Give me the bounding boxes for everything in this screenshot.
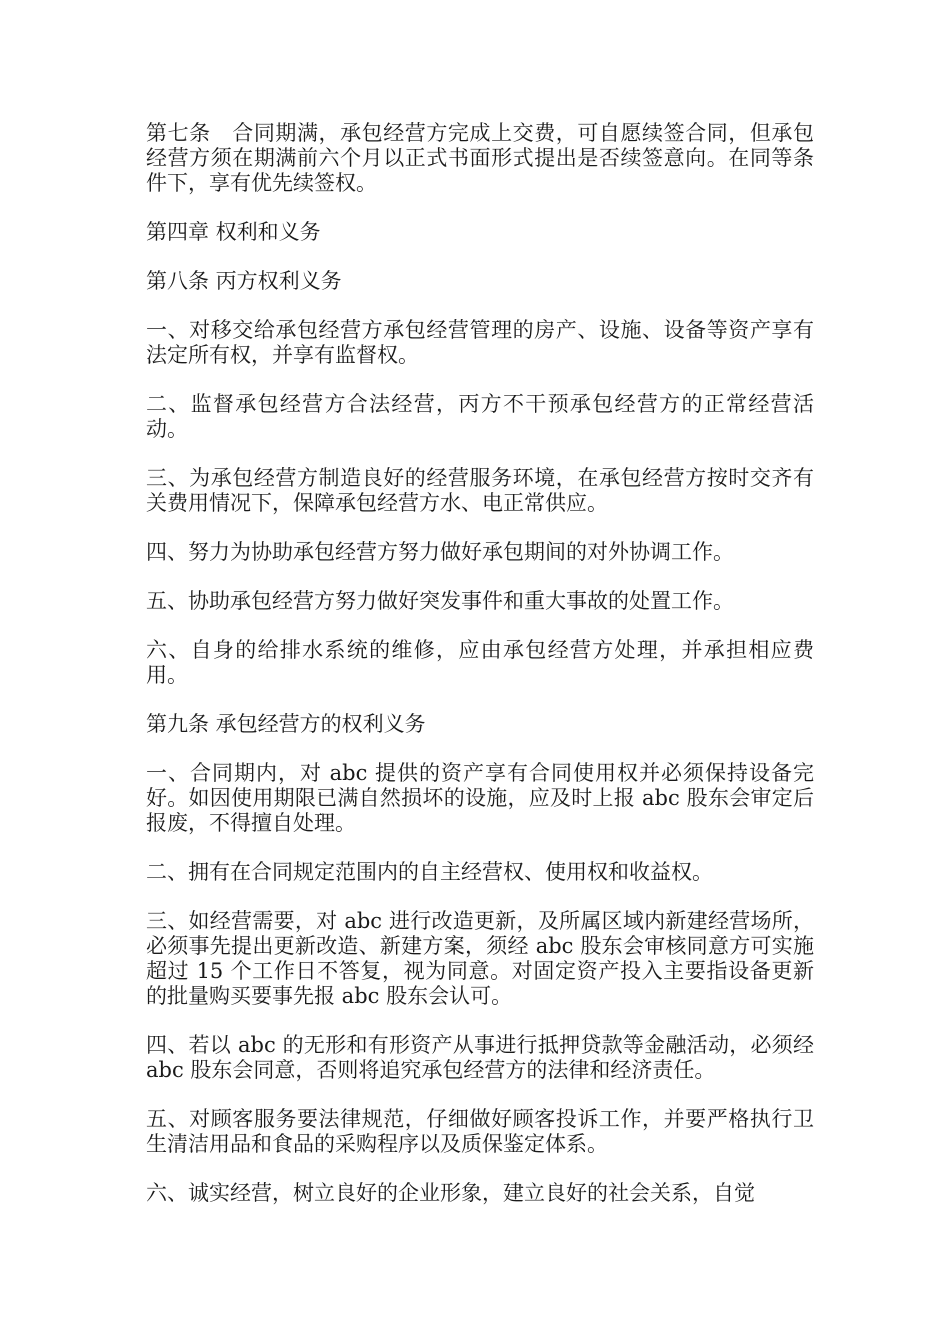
article-9-item-1: 一、合同期内，对 abc 提供的资产享有合同使用权并必须保持设备完好。如因使用期限已满自然损坏的设施，应及时上报 abc 股东会审定后报废，不得擅自处理。: [146, 761, 814, 835]
article-9-item-2: 二、拥有在合同规定范围内的自主经营权、使用权和收益权。: [146, 860, 713, 884]
article-8-item-3: 三、为承包经营方制造良好的经营服务环境，在承包经营方按时交齐有关费用情况下，保障承包经营方水、电正常供应。: [146, 466, 814, 515]
article-8-item-4: 四、努力为协助承包经营方努力做好承包期间的对外协调工作。: [146, 540, 734, 564]
article-8-item-6: 六、自身的给排水系统的维修，应由承包经营方处理，并承担相应费用。: [146, 638, 814, 687]
article-8-heading: 第八条 丙方权利义务: [146, 269, 342, 293]
article-9-item-4: 四、若以 abc 的无形和有形资产从事进行抵押贷款等金融活动，必须经 abc 股东会同意，否则将追究承包经营方的法律和经济责任。: [146, 1033, 821, 1082]
article-8-item-5: 五、协助承包经营方努力做好突发事件和重大事故的处置工作。: [146, 589, 734, 613]
article-9-item-5: 五、对顾客服务要法律规范，仔细做好顾客投诉工作，并要严格执行卫生清洁用品和食品的采购程序以及质保鉴定体系。: [146, 1107, 814, 1156]
article-8-item-2: 二、监督承包经营方合法经营，丙方不干预承包经营方的正常经营活动。: [146, 392, 814, 441]
article-9-item-3: 三、如经营需要，对 abc 进行改造更新，及所属区域内新建经营场所，必须事先提出更新改造、新建方案，须经 abc 股东会审核同意方可实施超过 15 个工作日不答复，视为同意。对固定资产投入主要指设备更新的批量购买要事先报 abc 股东会认可。: [146, 909, 814, 1008]
article-7-paragraph: 第七条 合同期满，承包经营方完成上交费，可自愿续签合同，但承包经营方须在期满前六个月以正式书面形式提出是否续签意向。在同等条件下，享有优先续签权。: [146, 121, 814, 195]
article-8-item-1: 一、对移交给承包经营方承包经营管理的房产、设施、设备等资产享有法定所有权，并享有监督权。: [146, 318, 814, 367]
article-9-item-6: 六、诚实经营，树立良好的企业形象，建立良好的社会关系，自觉: [146, 1181, 755, 1205]
document-body: [146, 121, 821, 1230]
article-9-heading: 第九条 承包经营方的权利义务: [146, 712, 426, 736]
chapter-4-heading: 第四章 权利和义务: [146, 220, 321, 244]
